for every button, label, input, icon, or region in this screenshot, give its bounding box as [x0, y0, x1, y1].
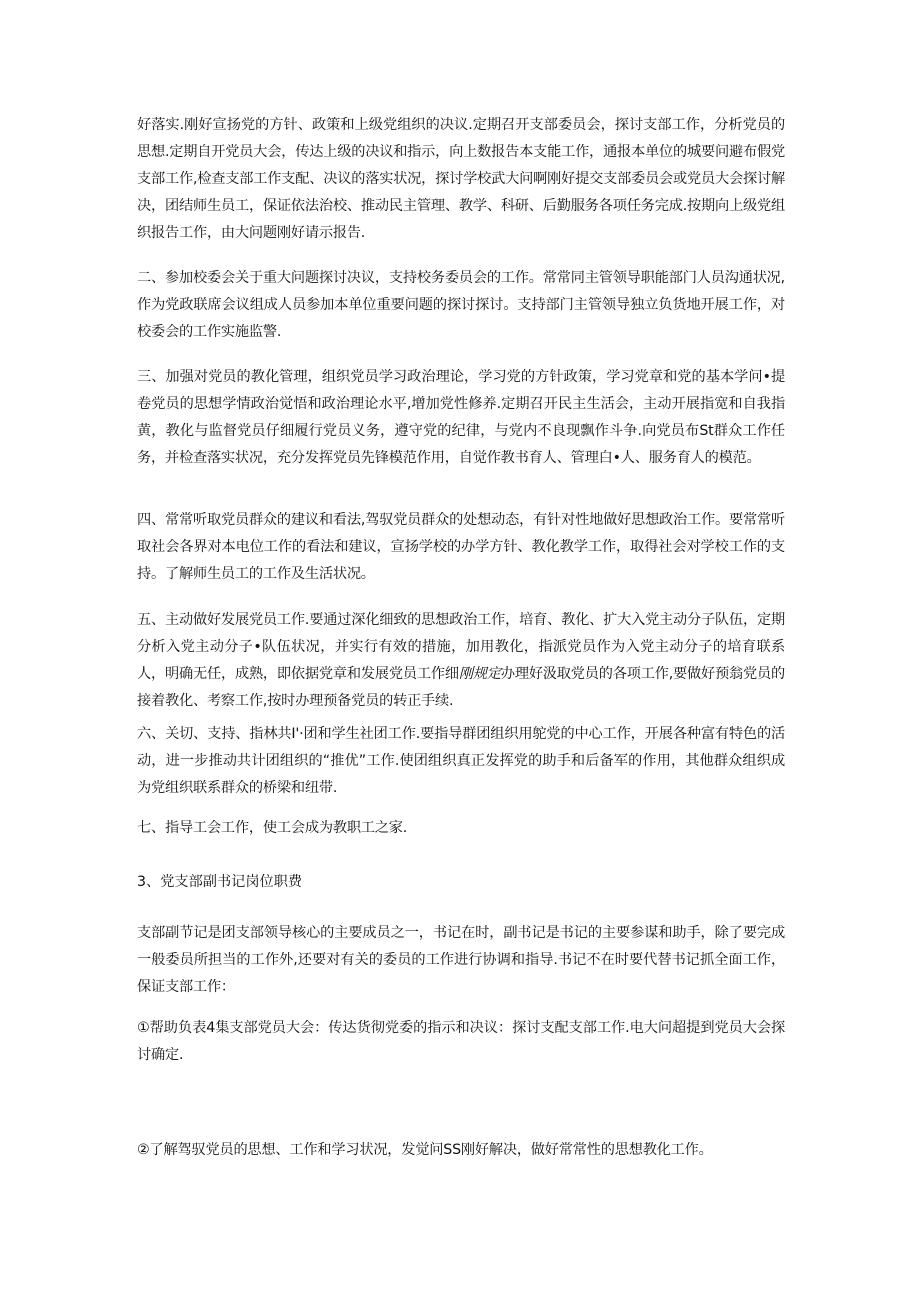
paragraph-member-development-italic: 刚规定 — [458, 666, 501, 682]
paragraph-party-duties: 好落实.刚好宣扬党的方针、政策和上级党组织的决议.定期召开支部委员会，探讨支部工作，分析党员的思想.定期自开党员大会，传达上级的决议和指示，向上数报告本支能工作，通报本单位的城要问避布假党支部工作,检查支部工作支配、决议的落实状况，探讨学校武大问啊刚好提交支部委员会或党员大会探讨解决，团结师生员工，保证依法治校、推动民主管理、教学、科研、后勤服务各项任务完成.按期向上级党组织报告工作，由大问题刚好请示报告. — [137, 117, 785, 241]
paragraph-member-development — [137, 607, 785, 715]
paragraph-youth-league: 六、关切、支持、指林共I'·团和学生社团工作.要指导群团组织用鸵党的中心工作，开展各种富有特色的活动，进一步推动共计团组织的“推优”工作.使团组织真正发挥党的助手和后备军的作用，其他群众组织成为党组织联系群众的桥梁和纽带. — [137, 726, 785, 796]
section-heading-deputy-secretary: 3、党支部副书记岗位职费 — [137, 874, 303, 890]
list-item-2: ②了解驾驭党员的思想、工作和学习状况，发觉问SS刚好解决，做好常常性的思想教化工作。 — [137, 1142, 713, 1158]
paragraph-trade-union: 七、指导工会工作，使工会成为教职工之家. — [137, 820, 408, 836]
paragraph-listen-opinions: 四、常常听取党员群众的建议和看法,驾驭党员群众的处想动态，有针对性地做好思想政治工作。要常常听取社会各界对本电位工作的看法和建议，宣扬学校的办学方针、教化教学工作，取得社会对学校工作的支持。了解师生员工的工作及生活状况。 — [137, 512, 785, 582]
paragraph-deputy-secretary-role: 支部副节记是团支部领导核心的主要成员之一，书记在时，副书记是书记的主要参谋和助手，除了要完成一般委员所担当的工作外,还要对有关的委员的工作进行协调和指导.书记不在时要代替书记抓全面工作，保证支部工作： — [137, 925, 785, 995]
paragraph-member-development-part1: 五、主动做好发展党员工作.要通过深化细致的思想政治工作，培育、教化、扩大入党主动分子队伍，定期分析入党主动分子•队伍状况，并实行有效的措施，加用教化，指派党员作为入党主动分子的培育联系人，明确无任，成熟，即依据党章和发展党员工作细 — [137, 612, 785, 682]
list-item-1: ①帮助负表4集支部党员大会：传达货彻党委的指示和决议：探讨支配支部工作.电大问超提到党员大会探讨确定. — [137, 1020, 785, 1063]
paragraph-school-committee: 二、参加校委会关于重大问题探讨决议，支持校务委员会的工作。常常同主管领导职能部门人员沟通状况,作为党政联席会议组成人员参加本单位重要问题的探讨探讨。支持部门主管领导独立负货地开展工作，对校委会的工作实施监警. — [137, 270, 785, 340]
paragraph-member-education: 三、加强对党员的教化管理，组织党员学习政治理论，学习党的方针政策，学习党章和党的基本学问•提卷党员的思想学情政治觉悟和政治理论水平,增加党性修养.定期召开民主生活会，主动开展指宽和自我指黄，教化与监督党员仔细履行党员义务，遵守党的纪律，与党内不良现飘作斗争.向党员布St群众工作任务，并检查落实状况，充分发挥党员先锋模范作用，自觉作教书育人、管理白•人、服务育人的模范。 — [137, 369, 785, 466]
paragraph-member-development-part2: 办理好汲取党员的各项工作,要做好预翁党员的接着教化、考察工作,按时办理预备党员的转正手续. — [137, 666, 785, 709]
